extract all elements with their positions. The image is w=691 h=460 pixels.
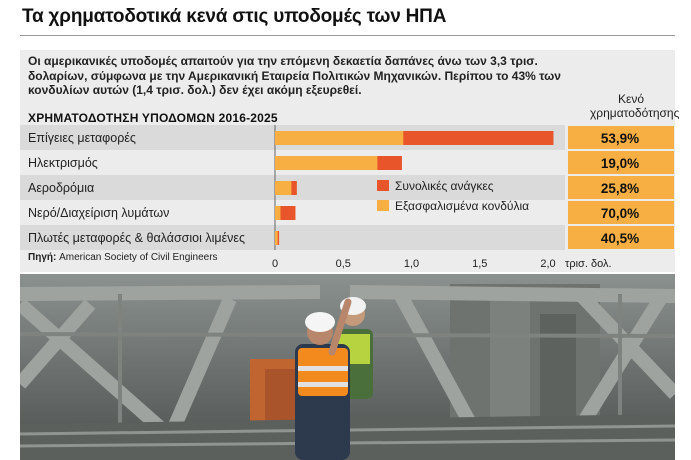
source-note (28, 252, 218, 263)
chart-heading: ΧΡΗΜΑΤΟΔΟΤΗΣΗ ΥΠΟΔΟΜΩΝ 2016-2025 (28, 111, 278, 125)
gap-value: 25,8% (600, 181, 640, 196)
bar-secured-funds (275, 131, 403, 145)
bar-secured-funds (275, 156, 377, 170)
bar-secured-funds (275, 231, 278, 245)
category-label: Πλωτές μεταφορές & θαλάσσιοι λιμένες (28, 231, 246, 245)
photo-workers-on-bridge (20, 274, 675, 460)
bar-chart (20, 50, 680, 272)
gap-value: 70,0% (600, 206, 640, 221)
gap-value: 53,9% (600, 131, 640, 146)
legend-label: Συνολικές ανάγκες (395, 179, 494, 193)
title-divider (20, 35, 675, 36)
page-title: Τα χρηματοδοτικά κενά στις υποδομές των ΗΠΑ (22, 6, 447, 27)
bar-secured-funds (275, 206, 280, 220)
category-label: Ηλεκτρισμός (28, 156, 98, 170)
legend-label: Εξασφαλισμένα κονδύλια (395, 199, 530, 213)
x-tick-label: 0,5 (335, 258, 351, 270)
gap-heading-line-2: χρηματοδότησης (590, 105, 680, 120)
gap-value: 19,0% (600, 156, 640, 171)
chart-panel (20, 50, 680, 272)
x-tick-label: 0 (271, 258, 279, 270)
x-tick-label: 2,0 (540, 258, 556, 270)
legend-swatch (377, 200, 389, 211)
source-text: American Society of Civil Engineers (59, 252, 218, 263)
category-label: Επίγειες μεταφορές (28, 131, 136, 145)
intro-text: Οι αμερικανικές υποδομές απαιτούν για την επόμενη δεκαετία δαπάνες άνω των 3,3 τρισ. δολαρίων, σύμφωνα με την Αμερικανική Εταιρεία Πολιτικών Μηχανικών. Περίπου το 43% των κονδυλίων αυτών (1,4 τρισ. δολ.) δεν έχει ακόμη εξευρεθεί. (28, 54, 561, 97)
category-label: Νερό/Διαχείριση λυμάτων (28, 206, 170, 220)
x-unit-label: τρισ. δολ. (565, 258, 612, 270)
x-tick-label: 1,0 (403, 258, 420, 270)
legend-swatch (377, 180, 389, 191)
source-label: Πηγή: (28, 252, 57, 263)
gap-heading-line-1: Κενό (617, 92, 645, 106)
gap-value: 40,5% (600, 231, 640, 246)
bar-secured-funds (275, 181, 291, 195)
category-label: Αεροδρόμια (28, 181, 95, 195)
x-tick-label: 1,5 (472, 258, 488, 270)
